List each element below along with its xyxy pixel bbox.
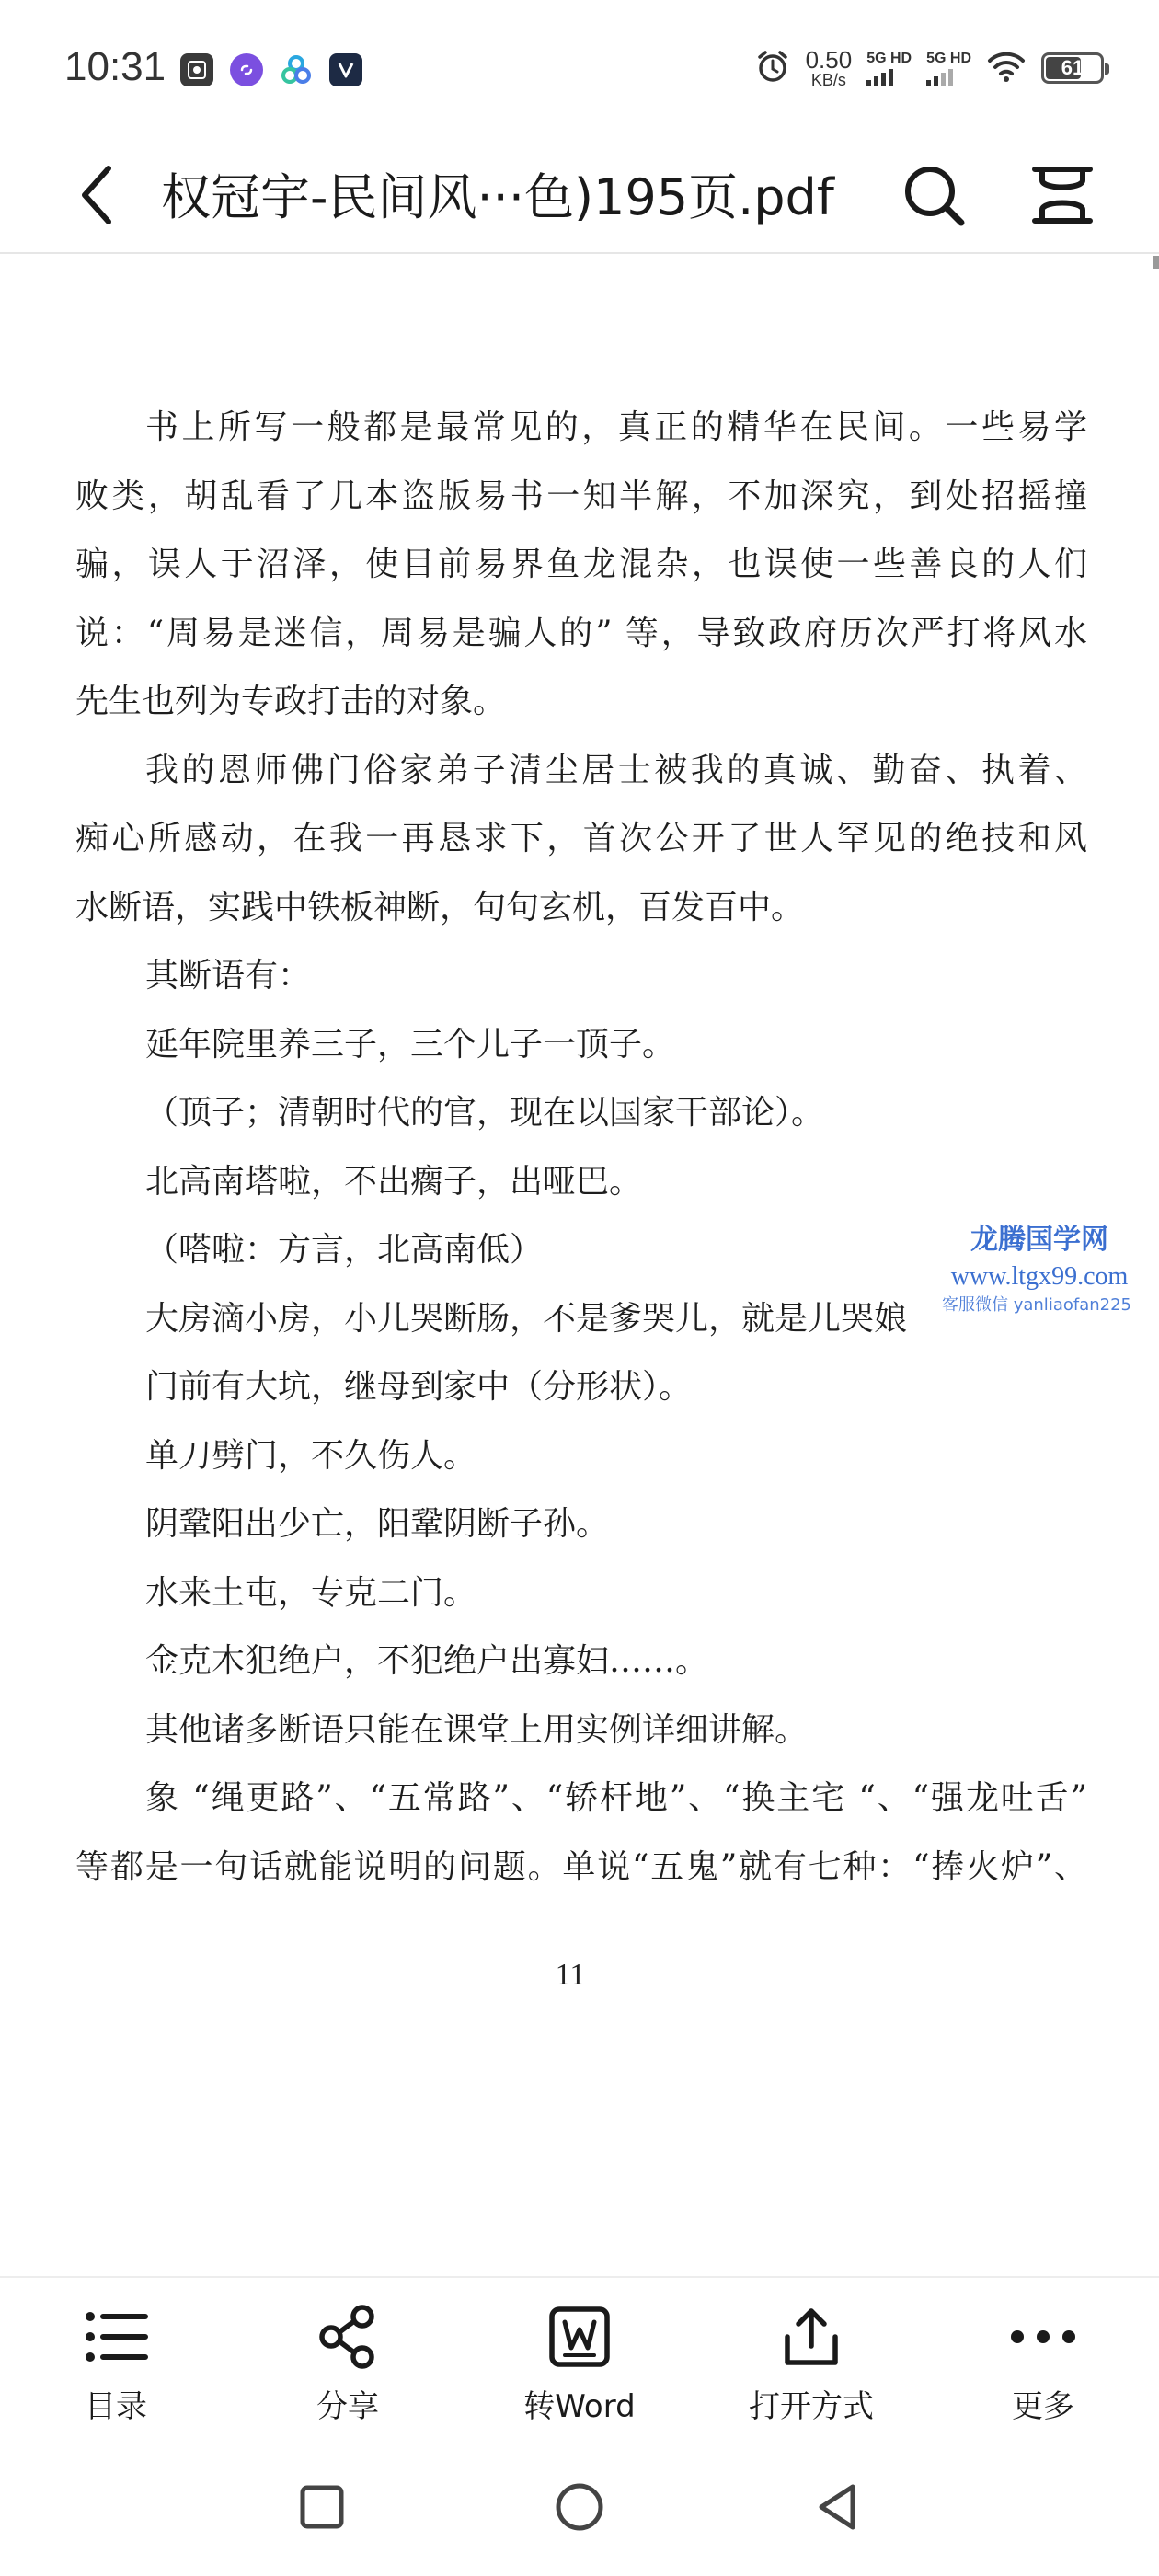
system-icons <box>754 48 1104 88</box>
battery-level: 61 <box>1061 56 1084 79</box>
text-line: （嗒啦：方言，北高南低） <box>145 1231 544 1269</box>
pdf-text-body <box>75 394 1087 1902</box>
triangle-back-icon <box>814 2482 860 2532</box>
list-icon <box>79 2300 153 2374</box>
text-line: 北高南塔啦，不出瘸子，出哑巴。 <box>145 1162 643 1201</box>
convert-word-label: 转Word <box>523 2388 636 2425</box>
text-line: 败类，胡乱看了几本盗版易书一知半解，不加深究，到处招摇撞 <box>75 477 1087 515</box>
recents-button[interactable] <box>290 2475 354 2539</box>
home-button[interactable] <box>547 2475 612 2539</box>
search-button[interactable] <box>897 158 970 232</box>
text-line: 说：“周易是迷信，周易是骗人的” 等，导致政府历次严打将风水 <box>75 614 1087 652</box>
text-line: 水来土屯，专克二门。 <box>145 1573 477 1612</box>
sim2-label: 5G HD <box>926 51 971 66</box>
back-button[interactable] <box>64 158 129 232</box>
toc-label: 目录 <box>85 2388 147 2425</box>
text-line: 痴心所感动，在我一再恳求下，首次公开了世人罕见的绝技和风 <box>75 820 1087 857</box>
text-line: 象 “绳更路”、“五常路”、“轿杆地”、“换主宅 “、“强龙吐舌” <box>145 1779 1087 1817</box>
toc-button[interactable] <box>0 2278 232 2438</box>
text-line: 其断语有： <box>145 957 312 995</box>
sim1-label: 5G HD <box>866 51 912 66</box>
circle-icon <box>554 2481 605 2533</box>
back-nav-button[interactable] <box>805 2475 869 2539</box>
pdf-page[interactable] <box>0 256 1159 2271</box>
text-line: 门前有大坑，继母到家中（分形状）。 <box>145 1368 693 1406</box>
fullscreen-icon <box>1029 162 1096 228</box>
text-line: 我的恩师佛门俗家弟子清尘居士被我的真诚、勤奋、执着、 <box>145 751 1087 789</box>
document-title: 权冠宇-民间风···色)195页.pdf <box>161 168 834 226</box>
more-icon <box>1006 2300 1080 2374</box>
text-line: 水断语，实践中铁板神断，句句玄机，百发百中。 <box>75 888 805 926</box>
text-line: 大房滴小房，小儿哭断肠，不是爹哭儿，就是儿哭娘 <box>145 1299 908 1338</box>
text-line: 先生也列为专政打击的对象。 <box>75 683 507 720</box>
notification-icons <box>180 53 362 86</box>
text-line: 延年院里养三子，三个儿子一顶子。 <box>145 1025 676 1064</box>
more-label: 更多 <box>1012 2388 1074 2425</box>
open-with-icon <box>775 2300 848 2374</box>
share-label: 分享 <box>316 2388 379 2425</box>
text-line: 金克木犯绝户，不犯绝户出寡妇……。 <box>145 1642 709 1680</box>
network-speed-unit: KB/s <box>810 71 846 89</box>
watermark-contact: 客服微信 yanliaofan225 <box>942 1295 1131 1315</box>
watermark-url: www.ltgx99.com <box>950 1262 1129 1291</box>
text-line: （顶子；清朝时代的官，现在以国家干部论）。 <box>145 1094 825 1132</box>
convert-word-button[interactable] <box>464 2278 695 2438</box>
share-icon <box>311 2300 384 2374</box>
bottom-toolbar <box>0 2276 1159 2438</box>
status-time: 10:31 <box>64 44 166 89</box>
page-number: 11 <box>555 1958 586 1992</box>
watermark-title: 龙腾国学网 <box>970 1224 1108 1256</box>
text-line: 其他诸多断语只能在课堂上用实例详细讲解。 <box>145 1710 809 1749</box>
sim1-signal <box>866 51 912 86</box>
network-speed <box>806 48 853 88</box>
text-line: 等都是一句话就能说明的问题。单说“五鬼”就有七种：“捧火炉”、 <box>75 1847 1087 1886</box>
sim1-signal-icon <box>866 67 893 86</box>
link-app-icon <box>230 53 263 86</box>
status-bar <box>0 0 1159 138</box>
more-button[interactable] <box>927 2278 1159 2438</box>
system-nav-bar <box>0 2438 1159 2576</box>
text-line: 骗，误人于沼泽，使目前易界鱼龙混杂，也误使一些善良的人们 <box>75 546 1087 583</box>
open-with-button[interactable] <box>695 2278 927 2438</box>
alarm-icon <box>754 48 791 88</box>
cloud-app-icon <box>280 53 313 86</box>
square-icon <box>299 2484 345 2530</box>
back-arrow-icon <box>74 163 120 227</box>
word-icon <box>543 2300 616 2374</box>
fullscreen-button[interactable] <box>1026 158 1099 232</box>
title-bar <box>0 138 1159 254</box>
text-line: 阴鞏阳出少亡，阳鞏阴断子孙。 <box>145 1505 610 1543</box>
vpn-app-icon <box>329 53 362 86</box>
wifi-icon <box>986 50 1027 86</box>
open-with-label: 打开方式 <box>749 2388 874 2425</box>
share-button[interactable] <box>232 2278 464 2438</box>
watermark <box>929 1220 1150 1317</box>
network-speed-value: 0.50 <box>805 46 853 74</box>
sim2-signal <box>926 51 971 86</box>
text-line: 单刀劈门，不久伤人。 <box>145 1436 477 1475</box>
gallery-app-icon <box>180 53 213 86</box>
battery-icon <box>1041 52 1104 84</box>
sim2-signal-icon <box>926 67 953 86</box>
search-icon <box>901 162 967 228</box>
text-line: 书上所写一般都是最常见的，真正的精华在民间。一些易学 <box>145 408 1087 446</box>
